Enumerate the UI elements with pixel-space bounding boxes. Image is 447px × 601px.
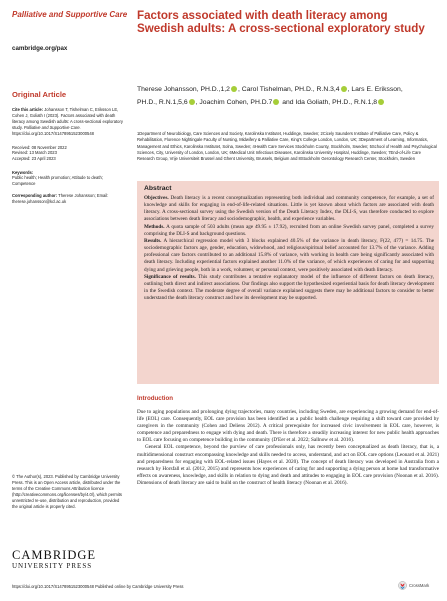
received-date: Received: 08 November 2022 [12,144,67,150]
cite-journal: Palliative and Supportive Care. [23,124,81,130]
cite-text: Johansson T, Tishelman C, Eriksson LE, Cohen J, Goliath I (2023). Factors associated with death literacy among Swedish adults: A cross-sectional exploratory study. [12,107,123,130]
orcid-icon[interactable] [378,99,384,105]
article-title: Factors associated with death literacy among Swedish adults: A cross-sectional exploratory study [137,9,425,36]
results-label: Results. [144,237,162,244]
objectives-label: Objectives. [144,195,169,201]
publisher-logo [12,549,96,570]
article-info-sidebar [12,90,126,211]
article-type-heading: Original Article [12,90,67,99]
publisher-logo-line-2: UNIVERSITY PRESS [12,562,93,570]
cite-doi-link[interactable]: https://doi.org/10.1017/S1478951523000548 [12,130,94,136]
abstract-results [144,238,434,274]
orcid-icon[interactable] [273,99,279,105]
revised-date: Revised: 13 March 2023 [12,150,57,156]
author-line-2 [137,96,437,109]
author-line-1 [137,83,437,96]
orcid-icon[interactable] [231,86,237,92]
introduction-paragraph-1: Due to aging populations and prolonging dying trajectories, many countries, including Sweden, are experiencing a growing demand for end-of-life (EOL) care. Consequently, EOL care provision has been identified as a public health challenge requiring a shift toward care provided by caregivers in the community (Cohen and Deliens 2012). A critical prerequisite for increased civic involvement in EOL care, however, is competence and preparedness to engage with dying and death. There is therefore a steadily increasing interest for new public health approaches to EOL care focusing on competence building in the community (D'Eer et al. 2022; Sallnow et al. 2016). [137,409,439,444]
abstract-objectives [144,195,434,224]
keywords-block [12,170,126,187]
affiliations: 1Department of Neurobiology, Care Sciences and Society, Karolinska Institutet, Huddinge, Sweden; 2Cicely Saunders Institute of Palliative Care, Policy & Rehabilitation, Florence Nightingale Faculty of Nursing, Midwifery & Palliative Care, King's College London, London, UK; 3Department of Learning, Informatics, Management and Ethics, Karolinska Institutet, Solna, Sweden; 4Health Care Services Stockholm County, Stockholm, Sweden; 5School of Health and Psychological Sciences, City, University of London, London, UK; 6Medical Unit Infectious Diseases, Karolinska University Hospital, Huddinge, Sweden; 7End-of-Life Care Research Group, Vrije Universiteit Brussel and Ghent University, Brussels, Belgium and 8Stockholm Gerontology Research Center, Stockholm, Sweden [137,131,437,161]
article-dates [12,145,126,162]
crossmark-icon [398,581,407,590]
significance-label: Significance of results. [144,273,196,280]
keywords-text: Public health; Health promotion; Attitude to death; Competence [12,174,103,186]
cite-label: Cite this article: [12,107,44,112]
author-goliath: and Ida Goliath, PH.D., R.N.1,8 [280,99,378,106]
orcid-icon[interactable] [341,86,347,92]
journal-name: Palliative and Supportive Care [12,10,128,19]
abstract-significance [144,274,434,303]
author-tishelman: , Carol Tishelman, PH.D., R.N.3,4 [237,86,340,93]
journal-url-link[interactable]: cambridge.org/pax [12,45,68,52]
significance-text: This study contributes a tentative explanatory model of the influence of different factors on death literacy, outlining both direct and indirect associations. Our findings also support the hypothesized experiential basis for death literacy development in the Swedish context. The moderate degree of overall variance explained suggests there may be additional factors to consider to better understand the death literacy construct and how its development may be supported. [144,273,435,302]
author-eriksson-degree: PH.D., R.N.1,5,6 [137,99,188,106]
results-text: A hierarchical regression model with 3 blocks explained 40.5% of the variance in death literacy, F(22, 477) = 14.75. The sociodemographic factors age, gender, education, widowhood, and religious/spiritual belief accounted for 13.7% of the variance. Adding professional care factors contributed to an additional 15.8% of variance, with working in health care being significantly associated with death literacy. Including experiential factors explained another 11.0% of the variance, of which experiences of caring for and supporting dying and grieving people, both in a work, volunteer, or personal context, were positively associated with death literacy. [144,237,434,273]
footer-doi-link[interactable]: https://doi.org/10.1017/S1478951523000548 Published online by Cambridge University Press [12,584,184,589]
corresponding-author-text: Therese Johansson; Email: therese.johansson@kcl.ac.uk [12,192,109,204]
abstract-heading: Abstract [144,185,172,192]
accepted-date: Accepted: 23 April 2023 [12,156,56,162]
abstract-methods [144,224,434,238]
keywords-label: Keywords: [12,169,34,175]
methods-label: Methods. [144,223,165,230]
citation-block [12,107,126,137]
author-eriksson: , Lars E. Eriksson, [347,86,403,93]
corresponding-author-block [12,193,126,205]
publisher-logo-line-1: CAMBRIDGE [12,548,97,562]
orcid-icon[interactable] [189,99,195,105]
crossmark-button[interactable] [398,580,440,590]
author-cohen: , Joachim Cohen, PH.D.7 [195,99,273,106]
author-list [137,83,437,109]
crossmark-label: CrossMark [409,582,430,588]
objectives-text: Death literacy is a recent conceptualization representing both individual and community competence, for example, a set of knowledge and skills for engaging in end-of-life-related situations. Little is yet known about which factors are associated with death literacy. A cross-sectional survey using the Swedish version of the Death Literacy Index, the DLI-S, was therefore conducted to explore associations between death literacy and sociodemographic, health, and experience variables. [144,195,434,223]
introduction-paragraph-2: General EOL competence, beyond the purview of care professionals only, has recently been conceptualized as death literacy, that is, a multidimensional construct encompassing knowledge and skills needed to access, understand, and act on EOL care options (Leonard et al. 2021) and preparedness for engaging with EOL-related issues (Hayes et al. 2020). The concept of death literacy was developed in Australia from a research by Horsfall et al. (2012, 2015) and represents how experiences of caring for and supporting a dying person at home had transformative effects on awareness, knowledge, and skills in relation to dying and death and attitudes to engaging in EOL care provision (Noonan et al. 2016). Dimensions of death literacy are said to build on the construct of health literacy (Noonan et al. 2016). [137,444,439,486]
introduction-body [137,409,439,487]
methods-text: A quota sample of 503 adults (mean age 49.95 ± 17.92), recruited from an online Swedish survey panel, completed a survey comprising the DLI-S and background questions. [144,223,434,237]
corresponding-author-label: Corresponding author: [12,192,58,198]
introduction-heading: Introduction [137,395,174,402]
license-notice: © The Author(s), 2023. Published by Cambridge University Press. This is an Open Access article, distributed under the terms of the Creative Commons Attribution licence (http://creativecommons.org/licenses/by/4.0/), which permits unrestricted re-use, distribution and reproduction, provided the original article is properly cited. [12,474,122,509]
abstract-box [137,181,439,384]
author-johansson: Therese Johansson, PH.D.,1,2 [137,86,230,93]
